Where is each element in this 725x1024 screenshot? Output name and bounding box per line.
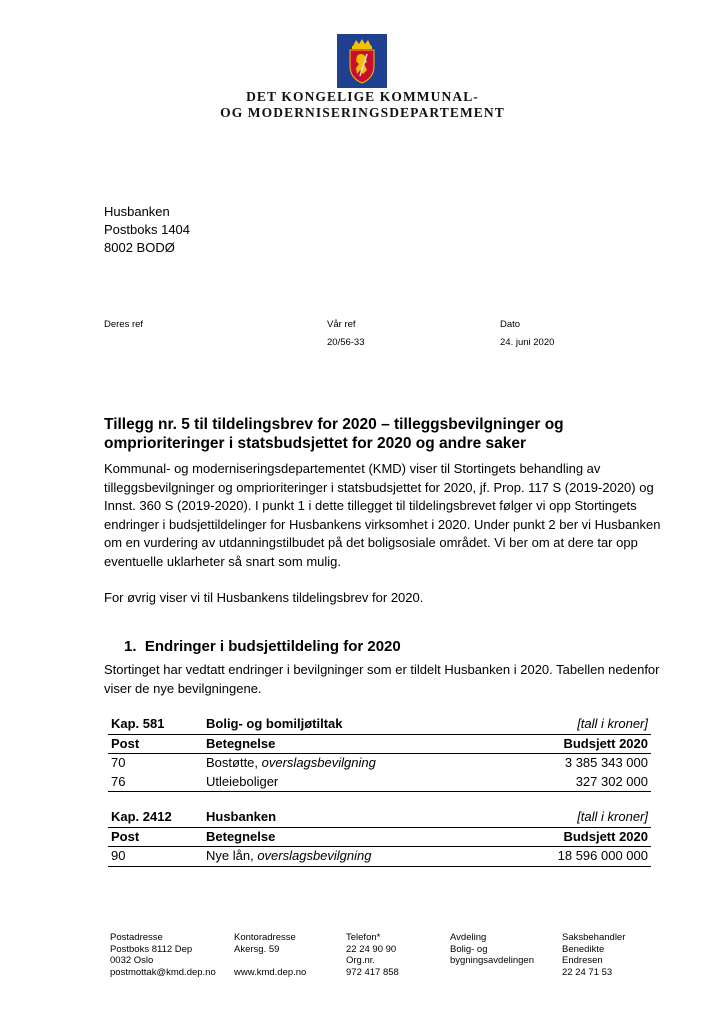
- section-1-text: Stortinget har vedtatt endringer i bevilgninger som er tildelt Husbanken i 2020. Tabellen nedenfor viser de nye bevilgningene.: [104, 662, 660, 696]
- kap-name: Husbanken: [203, 808, 490, 827]
- budget-table-kap-2412: [108, 808, 651, 867]
- table-row: [108, 773, 651, 792]
- col-budsjett: Budsjett 2020: [490, 827, 651, 847]
- footer-line: Postboks 8112 Dep: [110, 943, 193, 955]
- label-italic: overslagsbevilgning: [257, 848, 372, 863]
- section-1-heading: [124, 638, 401, 655]
- ministry-name-line-1: DET KONGELIGE KOMMUNAL-: [246, 89, 479, 104]
- footer-label: Telefon*: [346, 932, 381, 943]
- footer-line: Endresen: [562, 955, 603, 966]
- recipient-city: 8002 BODØ: [104, 240, 175, 255]
- footer-label: Kontoradresse: [234, 932, 296, 943]
- post-amount: 3 385 343 000: [564, 755, 648, 770]
- col-post: Post: [108, 734, 203, 754]
- footer-line: Bolig- og: [450, 943, 488, 955]
- section-title: Endringer i budsjettildeling for 2020: [144, 638, 401, 655]
- post-label: [203, 754, 499, 773]
- column-header-row: [108, 734, 651, 754]
- footer-office-address: [234, 932, 306, 978]
- post-label: Utleieboliger: [203, 773, 499, 792]
- budget-table-kap-581: [108, 715, 651, 792]
- footer-label: Avdeling: [450, 932, 487, 943]
- post-number: 76: [108, 773, 203, 792]
- post-amount: 327 302 000: [499, 773, 651, 792]
- date-label: Dato: [500, 319, 521, 330]
- table-header-row: [108, 808, 651, 827]
- footer-line: 972 417 858: [346, 966, 399, 978]
- intro-paragraph: Kommunal- og moderniseringsdepartementet (KMD) viser til Stortingets behandling av tilleggsbevilgninger og omprioriteringer i statsbudsjettet for 2020, jf. Prop. 117 S (2019-2020) og Innst. 360 S (2019-2020). I punkt 1 i dette tillegget til tildelingsbrevet følger vi opp Stortingets endringer i budsjettildelinger for Husbankens virksomhet i 2020. Under punkt 2 ber vi Husbanken om en vurdering av utdanningstilbudet på det boligsosiale området. Vi ber om at dere tar opp eventuelle uklarheter så snart som mulig.: [104, 461, 661, 569]
- col-betegnelse: Betegnelse: [203, 734, 499, 754]
- footer-email: postmottak@kmd.dep.no: [110, 966, 216, 978]
- label-text: Bostøtte,: [206, 755, 262, 770]
- post-number: 70: [111, 755, 126, 770]
- footer-department: [450, 932, 534, 967]
- letter-title: Tillegg nr. 5 til tildelingsbrev for 2020 – tilleggsbevilgninger og omprioriteringer i statsbudsjettet for 2020 og andre saker: [104, 416, 564, 452]
- table-row: [108, 847, 651, 867]
- ministry-name-line-2: OG MODERNISERINGSDEPARTEMENT: [220, 105, 505, 120]
- footer-website: www.kmd.dep.no: [234, 966, 307, 978]
- col-budsjett: Budsjett 2020: [499, 734, 651, 754]
- footer-line: Akersg. 59: [234, 943, 280, 955]
- col-betegnelse: Betegnelse: [203, 827, 490, 847]
- post-amount: 18 596 000 000: [490, 847, 651, 867]
- table-header-row: [108, 715, 651, 734]
- col-post: Post: [108, 827, 203, 847]
- date-value: 24. juni 2020: [500, 337, 555, 348]
- footer-label: Postadresse: [110, 932, 163, 943]
- footer-line: 0032 Oslo: [110, 955, 154, 966]
- kap-number: Kap. 581: [108, 715, 203, 734]
- footer-line: Benedikte: [562, 943, 605, 955]
- post-label: [203, 847, 490, 867]
- footer-line: 22 24 71 53: [562, 966, 613, 978]
- reference-paragraph: For øvrig viser vi til Husbankens tildelingsbrev for 2020.: [104, 590, 424, 605]
- label-text: Nye lån,: [206, 848, 258, 863]
- table-row: [108, 754, 651, 773]
- recipient-name: Husbanken: [104, 204, 170, 219]
- var-ref-value: 20/56-33: [327, 337, 365, 348]
- recipient-postbox: Postboks 1404: [104, 222, 191, 237]
- deres-ref-label: Deres ref: [104, 319, 144, 330]
- footer-line: [234, 955, 306, 967]
- kap-name: Bolig- og bomiljøtiltak: [203, 715, 499, 734]
- post-number: 90: [108, 847, 203, 867]
- footer-postal-address: [110, 932, 216, 978]
- footer-label: Saksbehandler: [562, 932, 626, 943]
- column-header-row: [108, 827, 651, 847]
- footer-line: bygningsavdelingen: [450, 955, 534, 966]
- footer-label: Org.nr.: [346, 955, 376, 966]
- label-italic: overslagsbevilgning: [261, 755, 376, 770]
- kap-number: Kap. 2412: [108, 808, 203, 827]
- footer-line: 22 24 90 90: [346, 943, 397, 955]
- unit-note: [tall i kroner]: [490, 808, 651, 827]
- unit-note: [tall i kroner]: [499, 715, 651, 734]
- footer-case-officer: [562, 932, 625, 978]
- var-ref-label: Vår ref: [327, 319, 356, 330]
- section-number: 1.: [124, 638, 137, 655]
- coat-of-arms-icon: [337, 34, 387, 88]
- footer-phone: [346, 932, 399, 978]
